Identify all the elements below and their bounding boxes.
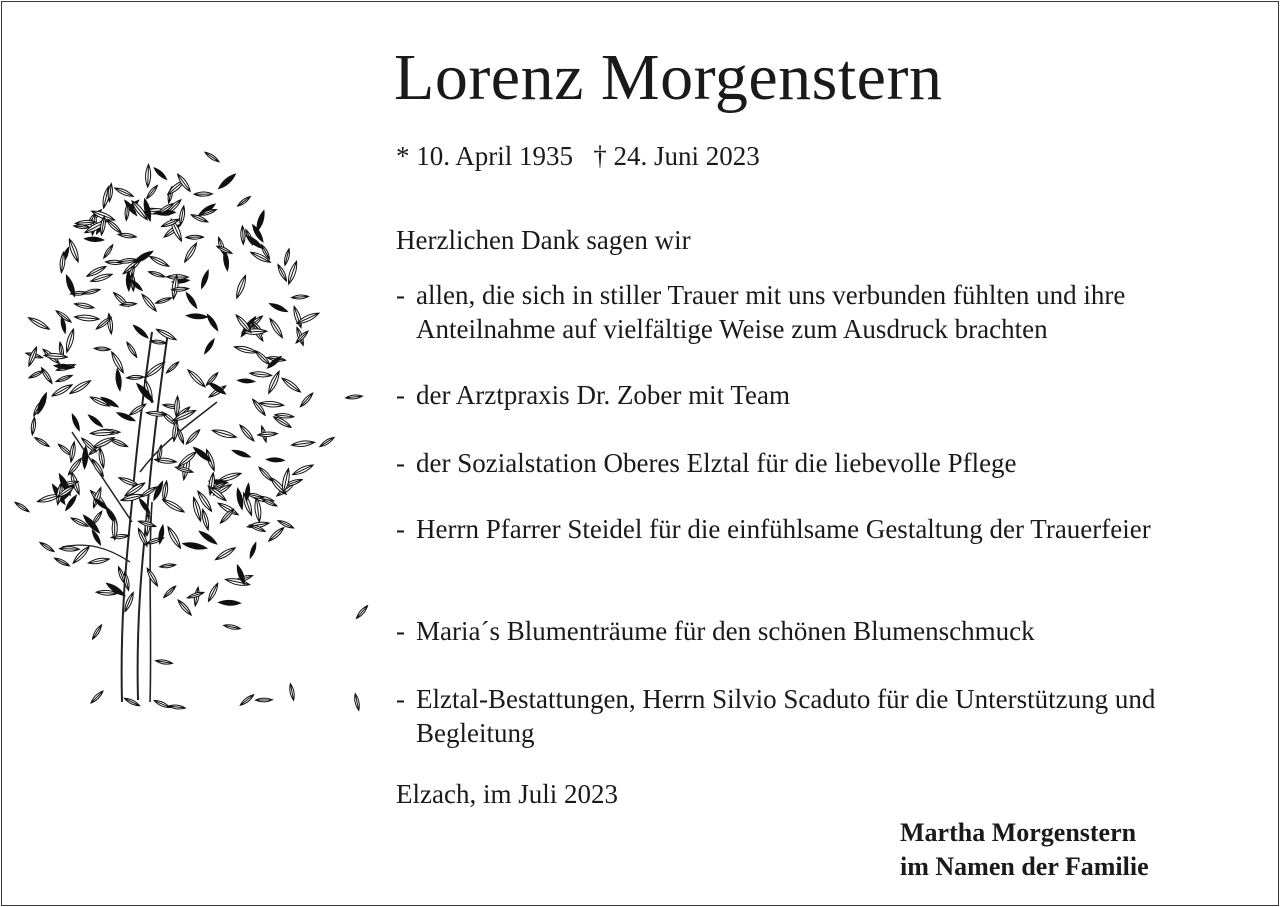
thanks-intro: Herzlichen Dank sagen wir: [396, 225, 691, 255]
list-bullet: -: [396, 448, 405, 478]
thanks-item: [396, 512, 1246, 546]
place-and-date: Elzach, im Juli 2023: [396, 779, 618, 809]
list-bullet: -: [396, 514, 405, 544]
thanks-item: [396, 278, 1246, 346]
deceased-name: Lorenz Morgenstern: [394, 41, 943, 114]
signature-name: Martha Morgenstern: [900, 818, 1137, 847]
thanks-item-text: der Arztpraxis Dr. Zober mit Team: [416, 380, 791, 410]
obituary-card: [1, 1, 1279, 906]
thanks-item-text: der Sozialstation Oberes Elztal für die liebevolle Pflege: [416, 448, 1017, 478]
thanks-item: [396, 446, 1246, 480]
thanks-item-text: allen, die sich in stiller Trauer mit uns verbunden fühlten und ihre Anteilnahme auf vielfältige Weise zum Ausdruck brachten: [416, 280, 1126, 344]
signature-family-line: im Namen der Familie: [900, 852, 1149, 881]
tree-with-falling-leaves-icon: [2, 2, 382, 762]
thanks-item: [396, 614, 1246, 648]
list-bullet: -: [396, 380, 405, 410]
thanks-item-text: Herrn Pfarrer Steidel für die einfühlsame Gestaltung der Trauerfeier: [416, 514, 1151, 544]
list-bullet: -: [396, 280, 405, 310]
thanks-item: [396, 682, 1246, 750]
life-dates: * 10. April 1935 † 24. Juni 2023: [396, 141, 760, 171]
list-bullet: -: [396, 684, 405, 714]
thanks-item-text: Elztal-Bestattungen, Herrn Silvio Scaduto für die Unterstützung und Begleitung: [416, 684, 1156, 748]
thanks-item-text: Maria´s Blumenträume für den schönen Blumenschmuck: [416, 616, 1035, 646]
signature: [900, 816, 1149, 884]
thanks-item: [396, 378, 1246, 412]
list-bullet: -: [396, 616, 405, 646]
